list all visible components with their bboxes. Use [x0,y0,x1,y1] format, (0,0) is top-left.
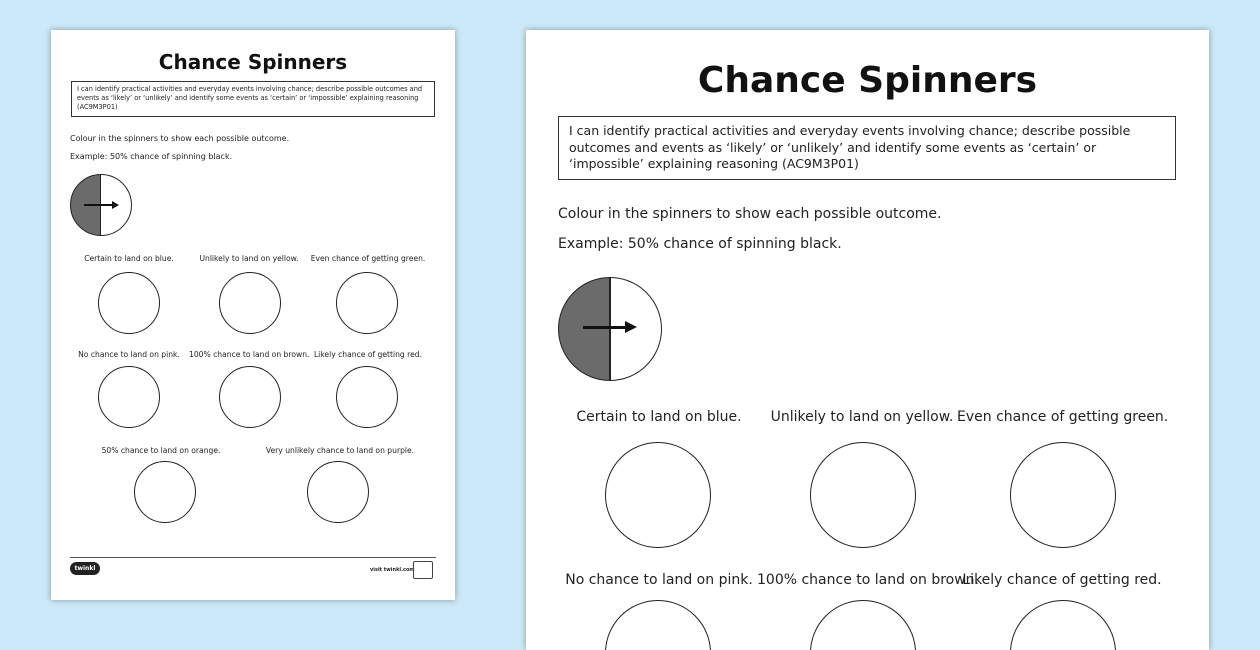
spinner-label: Even chance of getting green. [957,409,1169,425]
spinner-label: 100% chance to land on brown. [189,350,310,359]
spinner-circle[interactable] [219,272,281,334]
objective-box [71,81,435,117]
spinner-label: 100% chance to land on brown. [757,572,980,588]
quality-badge-icon [413,561,433,579]
spinner-label: No chance to land on pink. [565,572,753,588]
spinner-label: 50% chance to land on orange. [101,446,221,455]
example-text: Example: 50% chance of spinning black. [558,236,842,252]
spinner-circle[interactable] [810,442,916,548]
footer-website: visit twinkl.com [370,567,415,573]
spinner-circle[interactable] [605,442,711,548]
page-title: Chance Spinners [697,60,1038,101]
spinner-circle[interactable] [307,461,369,523]
example-text: Example: 50% chance of spinning black. [70,152,233,161]
spinner-label: Unlikely to land on yellow. [770,409,954,425]
spinner-circle[interactable] [98,366,160,428]
spinner-arrow-line [84,204,112,206]
spinner-label: Unlikely to land on yellow. [199,254,299,263]
spinner-circle[interactable] [336,272,398,334]
twinkl-logo-text: twinkl [74,565,96,572]
spinner-circle[interactable] [134,461,196,523]
spinner-circle[interactable] [1010,600,1116,650]
footer-divider [70,557,436,558]
worksheet-thumbnail[interactable] [51,30,455,600]
spinner-circle[interactable] [336,366,398,428]
spinner-circle[interactable] [605,600,711,650]
spinner-label: Even chance of getting green. [310,254,426,263]
objective-box [558,116,1176,180]
instruction-text: Colour in the spinners to show each possible outcome. [70,134,290,143]
spinner-circle[interactable] [1010,442,1116,548]
spinner-arrow-icon [625,321,637,333]
spinner-circle[interactable] [810,600,916,650]
spinner-circle[interactable] [98,272,160,334]
example-spinner-divider [609,278,611,380]
spinner-circle[interactable] [219,366,281,428]
instruction-text: Colour in the spinners to show each possible outcome. [558,206,942,222]
spinner-label: Likely chance of getting red. [962,572,1162,588]
objective-text: I can identify practical activities and everyday events involving chance; describe possible outcomes and events as ‘likely’ or ‘unlikely’ and identify some events as ‘certain’ or ‘impossible’ explaining reasoning (AC9M3P01) [77,85,423,111]
spinner-label: Very unlikely chance to land on purple. [265,446,415,455]
page-title: Chance Spinners [158,50,348,74]
spinner-label: No chance to land on pink. [78,350,180,359]
spinner-label: Certain to land on blue. [84,254,174,263]
spinner-arrow-icon [112,201,119,209]
worksheet-page[interactable] [526,30,1209,650]
twinkl-logo [70,562,100,575]
spinner-label: Certain to land on blue. [576,409,742,425]
spinner-arrow-line [583,326,625,329]
spinner-label: Likely chance of getting red. [313,350,423,359]
objective-text: I can identify practical activities and everyday events involving chance; describe possible outcomes and events as ‘likely’ or ‘unlikely’ and identify some events as ‘certain’ or ‘impossible’ explaining reasoning (AC9M3P01) [569,123,1131,171]
